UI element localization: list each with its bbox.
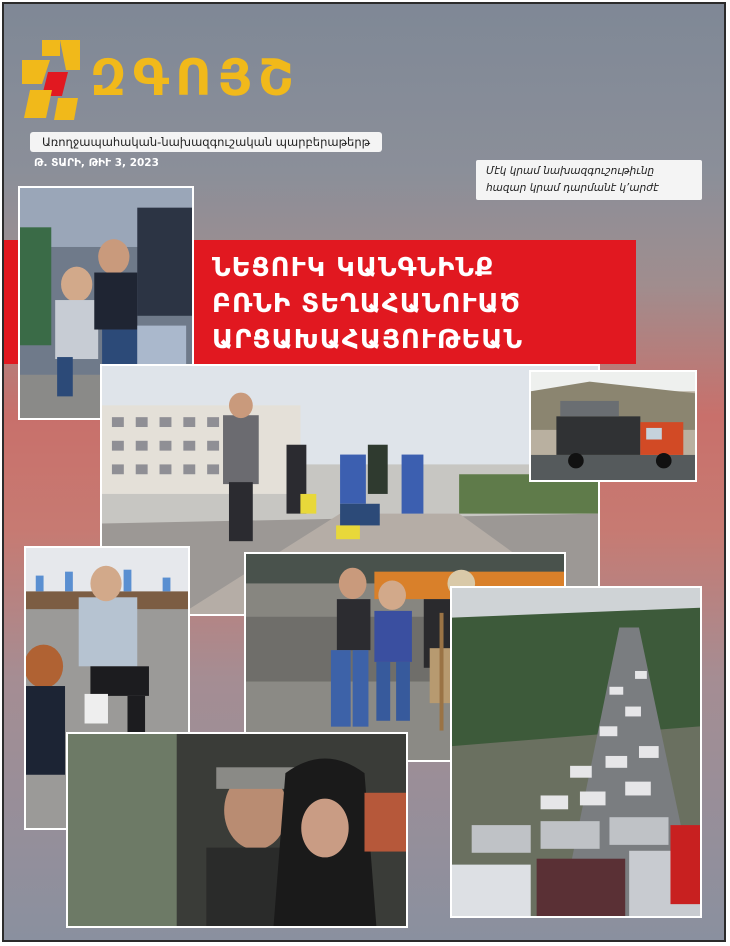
elderly-couple-photo bbox=[66, 732, 408, 928]
traffic-jam-photo bbox=[450, 586, 702, 918]
truck-photo bbox=[529, 370, 697, 482]
magazine-cover bbox=[2, 2, 726, 942]
quote-box bbox=[476, 160, 702, 200]
quote-line-1: Մէկ կրամ նախազգուշութիւնը bbox=[486, 165, 655, 177]
headline-line-2: ԲՌՆԻ ՏԵՂԱՀԱՆՈՒԱԾ bbox=[212, 289, 522, 319]
masthead-title: ԶԳՈՅՇ bbox=[90, 49, 300, 107]
headline-line-3: ԱՐՑԱԽԱՀԱՅՈՒԹԵԱՆ bbox=[212, 325, 524, 355]
headline bbox=[194, 240, 636, 364]
masthead-subtitle: Առողջապահական-նախազգուշական պարբերաթերթ bbox=[30, 132, 382, 152]
issue-info: Թ. ՏԱՐԻ, ԹԻՒ 3, 2023 bbox=[34, 157, 159, 169]
logo-icon bbox=[22, 40, 80, 120]
quote-line-2: հազար կրամ դարմանէ կ՚արժէ bbox=[486, 182, 659, 194]
headline-line-1: ՆԵՑՈՒԿ ԿԱՆԳՆԻՆՔ bbox=[212, 253, 495, 283]
